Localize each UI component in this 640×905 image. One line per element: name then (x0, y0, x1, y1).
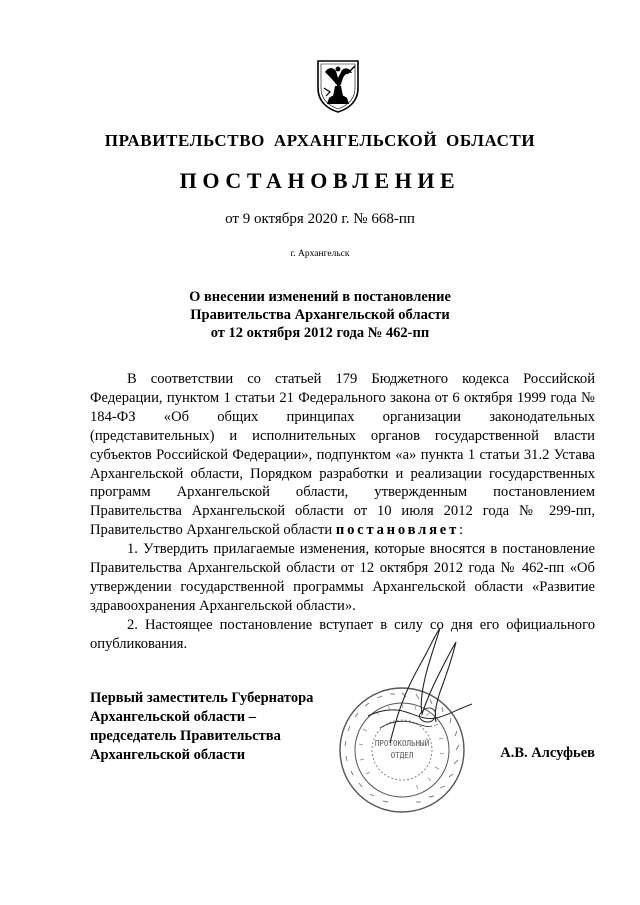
preamble-colon: : (459, 522, 464, 539)
preamble-paragraph (90, 370, 595, 540)
stamp-text-line-2: ОТДЕЛ (390, 751, 414, 760)
coat-of-arms-icon (315, 58, 361, 114)
signatory-name: А.В. Алсуфьев (500, 745, 595, 761)
signatory-title-line: Первый заместитель Губернатора (90, 690, 314, 706)
subject-line: от 12 октября 2012 года № 462-пп (210, 325, 430, 341)
document-type-title: ПОСТАНОВЛЕНИЕ (179, 168, 461, 193)
item-paragraph-2: 2. Настоящее постановление вступает в силу со дня его официального опубликования. (90, 616, 595, 652)
preamble-text: В соответствии со статьей 179 Бюджетного кодекса Российской Федерации, пунктом 1 статьи 21 Федерального закона от 6 октября 1999 года № 184-ФЗ «Об общих принципах организации законодательных (представительных) и исполнительных органов государственной власти субъектов Российской Федерации», подпунктом «а» пункта 1 статьи 31.2 Устава Архангельской области, Порядком разработки и реализации государственных программ Архангельской области, утвержденным постановлением Правительства Архангельской области от 10 июля 2012 года № 299-пп, Правительство Архангельской области (90, 371, 595, 539)
resolves-word: постановляет (335, 522, 460, 539)
subject-line: О внесении изменений в постановление (189, 289, 451, 305)
document-city: г. Архангельск (290, 249, 350, 259)
organization-title: ПРАВИТЕЛЬСТВО АРХАНГЕЛЬСКОЙ ОБЛАСТИ (104, 131, 536, 150)
signatory-title-line: Архангельской области (90, 747, 246, 763)
signatory-title-line: Архангельской области – (90, 709, 256, 725)
signatory-title (90, 689, 350, 765)
item-paragraph-1: 1. Утвердить прилагаемые изменения, которые вносятся в постановление Правительства Архангельской области от 12 октября 2012 года № 462-пп «Об утверждении государственной программы Архангельской области «Развитие здравоохранения Архангельской области». (90, 541, 595, 614)
document-date-number: от 9 октября 2020 г. № 668-пп (225, 211, 415, 227)
subject-line: Правительства Архангельской области (190, 307, 450, 323)
handwritten-signature (360, 618, 480, 758)
stamp-text-line-1: ПРОТОКОЛЬНЫЙ (374, 739, 430, 748)
document-body (90, 370, 595, 654)
signatory-title-line: председатель Правительства (90, 728, 281, 744)
document-subject (0, 288, 640, 342)
